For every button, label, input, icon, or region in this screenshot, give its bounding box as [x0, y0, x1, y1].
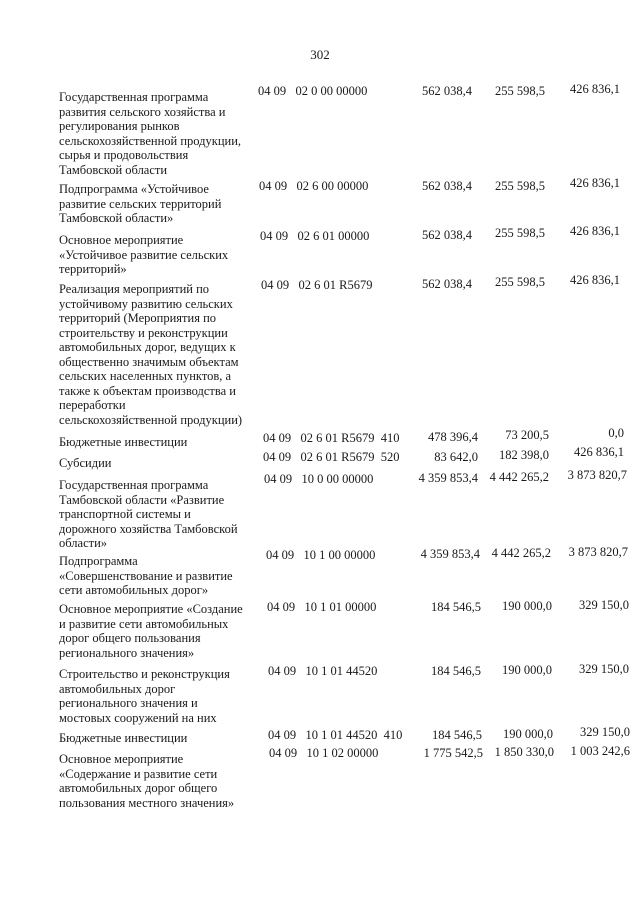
row-value-1: 562 038,4 [422, 228, 472, 242]
row-value-2: 190 000,0 [502, 599, 552, 613]
row-name: Субсидии [59, 456, 112, 470]
row-code: 04 09 10 1 01 44520 410 [268, 728, 403, 742]
row-code: 04 09 10 1 00 00000 [266, 548, 376, 562]
row-name: Основное мероприятие «Устойчивое развитие сельских территорий» [59, 233, 229, 276]
row-name: Подпрограмма «Совершенствование и развитие сети автомобильных дорог» [59, 554, 233, 597]
row-code: 04 09 02 6 01 R5679 [261, 278, 373, 292]
row-name: Основное мероприятие «Содержание и развитие сети автомобильных дорог общего пользования местного значения» [59, 752, 235, 810]
row-value-2: 182 398,0 [499, 448, 549, 462]
page-number: 302 [310, 47, 330, 62]
row-value-3: 0,0 [608, 426, 624, 440]
row-value-3: 1 003 242,6 [570, 744, 630, 758]
row-code: 04 09 10 1 02 00000 [269, 746, 379, 760]
row-value-1: 562 038,4 [422, 179, 472, 193]
row-value-2: 255 598,5 [495, 275, 545, 289]
row-code: 04 09 02 0 00 00000 [258, 84, 368, 98]
row-value-1: 184 546,5 [431, 600, 481, 614]
row-value-1: 184 546,5 [432, 728, 482, 742]
row-value-2: 255 598,5 [495, 179, 545, 193]
row-value-3: 329 150,0 [580, 725, 630, 739]
row-name: Бюджетные инвестиции [59, 435, 188, 449]
row-value-1: 184 546,5 [431, 664, 481, 678]
row-name: Реализация мероприятий по устойчивому развитию сельских территорий (Мероприятия по строительству и реконструкции автомобильных дорог, ведущих к общественно значимым объектам сельских населенных пунктов, а также к объектам производства и переработки сельскохозяйственной продукции) [59, 282, 243, 427]
row-name: Подпрограмма «Устойчивое развитие сельских территорий Тамбовской области» [59, 182, 222, 225]
row-value-2: 190 000,0 [503, 727, 553, 741]
row-value-3: 3 873 820,7 [567, 468, 627, 482]
row-value-1: 478 396,4 [428, 430, 478, 444]
row-value-3: 426 836,1 [570, 82, 620, 96]
row-value-2: 73 200,5 [505, 428, 549, 442]
row-value-1: 83 642,0 [434, 450, 478, 464]
row-value-1: 4 359 853,4 [418, 471, 478, 485]
row-name: Основное мероприятие «Создание и развитие сети автомобильных дорог общего пользования регионального значения» [59, 602, 243, 660]
row-value-2: 255 598,5 [495, 84, 545, 98]
row-value-3: 426 836,1 [570, 176, 620, 190]
row-value-2: 4 442 265,2 [491, 546, 551, 560]
row-code: 04 09 02 6 01 R5679 520 [263, 450, 400, 464]
row-code: 04 09 02 6 00 00000 [259, 179, 369, 193]
row-value-3: 426 836,1 [570, 224, 620, 238]
row-code: 04 09 02 6 01 R5679 410 [263, 431, 400, 445]
row-value-3: 3 873 820,7 [568, 545, 628, 559]
row-name: Государственная программа Тамбовской области «Развитие транспортной системы и дорожного хозяйства Тамбовской области» [59, 478, 238, 550]
row-value-3: 426 836,1 [574, 445, 624, 459]
row-value-1: 1 775 542,5 [423, 746, 483, 760]
row-value-2: 4 442 265,2 [489, 470, 549, 484]
row-code: 04 09 10 0 00 00000 [264, 472, 374, 486]
row-code: 04 09 10 1 01 00000 [267, 600, 377, 614]
row-value-1: 562 038,4 [422, 277, 472, 291]
row-value-1: 562 038,4 [422, 84, 472, 98]
row-name: Бюджетные инвестиции [59, 731, 188, 745]
row-code: 04 09 10 1 01 44520 [268, 664, 378, 678]
row-value-3: 329 150,0 [579, 598, 629, 612]
row-value-2: 1 850 330,0 [494, 745, 554, 759]
row-name: Строительство и реконструкция автомобильных дорог регионального значения и мостовых сооружений на них [59, 667, 230, 725]
row-value-2: 190 000,0 [502, 663, 552, 677]
row-value-3: 426 836,1 [570, 273, 620, 287]
row-value-1: 4 359 853,4 [420, 547, 480, 561]
row-value-3: 329 150,0 [579, 662, 629, 676]
row-code: 04 09 02 6 01 00000 [260, 229, 370, 243]
row-name: Государственная программа развития сельского хозяйства и регулирования рынков сельскохозяйственной продукции, сырья и продовольствия Тамбовской области [59, 90, 242, 177]
row-value-2: 255 598,5 [495, 226, 545, 240]
